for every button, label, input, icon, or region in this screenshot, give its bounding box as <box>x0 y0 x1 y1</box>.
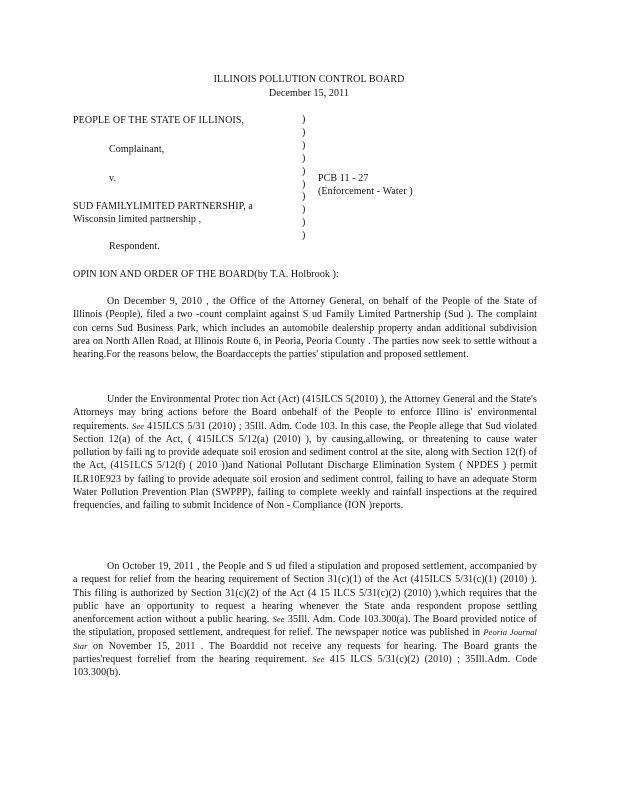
caption-divider <box>302 114 305 243</box>
case-type: (Enforcement - Water ) <box>318 186 413 197</box>
plaintiff-name: PEOPLE OF THE STATE OF ILLINOIS, <box>73 115 245 126</box>
caption-paren: ) <box>302 139 306 151</box>
paragraph-allegations <box>73 393 537 513</box>
paragraph-text: on November 15, 2011 . The Boarddid not receive any requests for hearing. The Board grants the parties'request forrelief from the hearing requirement. <box>73 640 537 666</box>
citation-signal: See <box>272 614 285 625</box>
citation-signal: See <box>132 420 145 431</box>
caption-paren: ) <box>302 165 306 177</box>
caption-paren: ) <box>302 230 306 242</box>
paragraph-stipulation <box>73 560 537 680</box>
complainant-label: Complainant, <box>109 144 165 155</box>
citation-signal: See <box>312 654 325 665</box>
respondent-description: Wisconsin limited partnership , <box>73 214 202 225</box>
newspaper-title: Peoria Journal Star <box>73 627 537 651</box>
paragraph-background <box>73 295 537 361</box>
caption-paren: ) <box>302 217 306 229</box>
paragraph-text: 35Ill. Adm. Code 103.300(a). The Board provided notice of the stipulation, proposed settlement, andrequest for relief. The newspaper notice was published in <box>73 614 537 639</box>
respondent-name: SUD FAMILYLIMITED PARTNERSHIP, a <box>73 201 253 212</box>
caption-paren: ) <box>302 204 306 216</box>
paragraph-text: 415ILCS 5/31 (2010) ; 35Ill. Adm. Code 103. In this case, the People allege that Sud violated Section 12(a) of the Act, ( 415ILCS 5/12(a) (2010) ), by causing,allowing, or threatening to cause water pollution by faili ng to provide adequate soil erosion and sediment control at the site, along with Section 12(f) of the Act, (4151LCS 5/12(f) ( 2010 ))and National Pollutant Discharge Elimination System ( NPDES ) permit ILR10E923 by failing to provide adequate soil erosion and sediment control, failing to have an adequate Storm Water Pollution Prevention Plan (SWPPP), failing to complete weekly and rainfall inspections at the required frequencies, and failing to submit Incidence of Non - Compliance (ION )reports. <box>73 420 537 512</box>
paragraph-text: Under the Environmental Protec tion Act (Act) (415ILCS 5(2010) ), the Attorney General and the State's Attorneys may bring actions before the Board onbehalf of the People to enforce Illino is' environmental requirements. <box>73 394 537 432</box>
order-date: December 15, 2011 <box>269 88 349 99</box>
caption-paren: ) <box>302 152 306 164</box>
paragraph-text: On October 19, 2011 , the People and S ud filed a stipulation and proposed settlement, accompanied by a request for relief from the hearing requirement of Section 31(c)(1) of the Act (415ILCS 5/31(c)(1) (2010) ). This filing is authorized by Section 31(c)(2) of the Act (4 15 ILCS 5/31(c)(2) (2010) ),which requires that the public have an opportunity to request a hearing whenever the State anda respondent propose settling anenforcement action without a public hearing. <box>73 561 537 626</box>
versus-label: v. <box>109 173 117 184</box>
case-number: PCB 11 - 27 <box>318 173 369 184</box>
board-heading: ILLINOIS POLLUTION CONTROL BOARD <box>213 74 405 85</box>
caption-paren: ) <box>302 114 306 125</box>
caption-paren: ) <box>302 191 306 203</box>
paragraph-text: On December 9, 2010 , the Office of the Attorney General, on behalf of the People of the State of Illinois (People), filed a two -count complaint against S ud Family Limited Partnership (Sud ). The complaint con cerns Sud Business Park, which includes an automobile dealership property andan additional subdivision area on North Allen Road, at Illinois Route 6, in Peoria, Peoria County . The parties now seek to settle without a hearing.For the reasons below, the Boardaccepts the parties' stipulation and proposed settlement. <box>73 296 537 361</box>
respondent-label: Respondent. <box>109 241 160 252</box>
paragraph-text: 415 ILCS 5/31(c)(2) (2010) ; 35Ill.Adm. Code 103.300(b). <box>73 654 537 679</box>
caption-paren: ) <box>302 126 306 138</box>
opinion-title: OPIN ION AND ORDER OF THE BOARD(by T.A. Holbrook ): <box>73 269 339 280</box>
caption-paren: ) <box>302 178 306 190</box>
